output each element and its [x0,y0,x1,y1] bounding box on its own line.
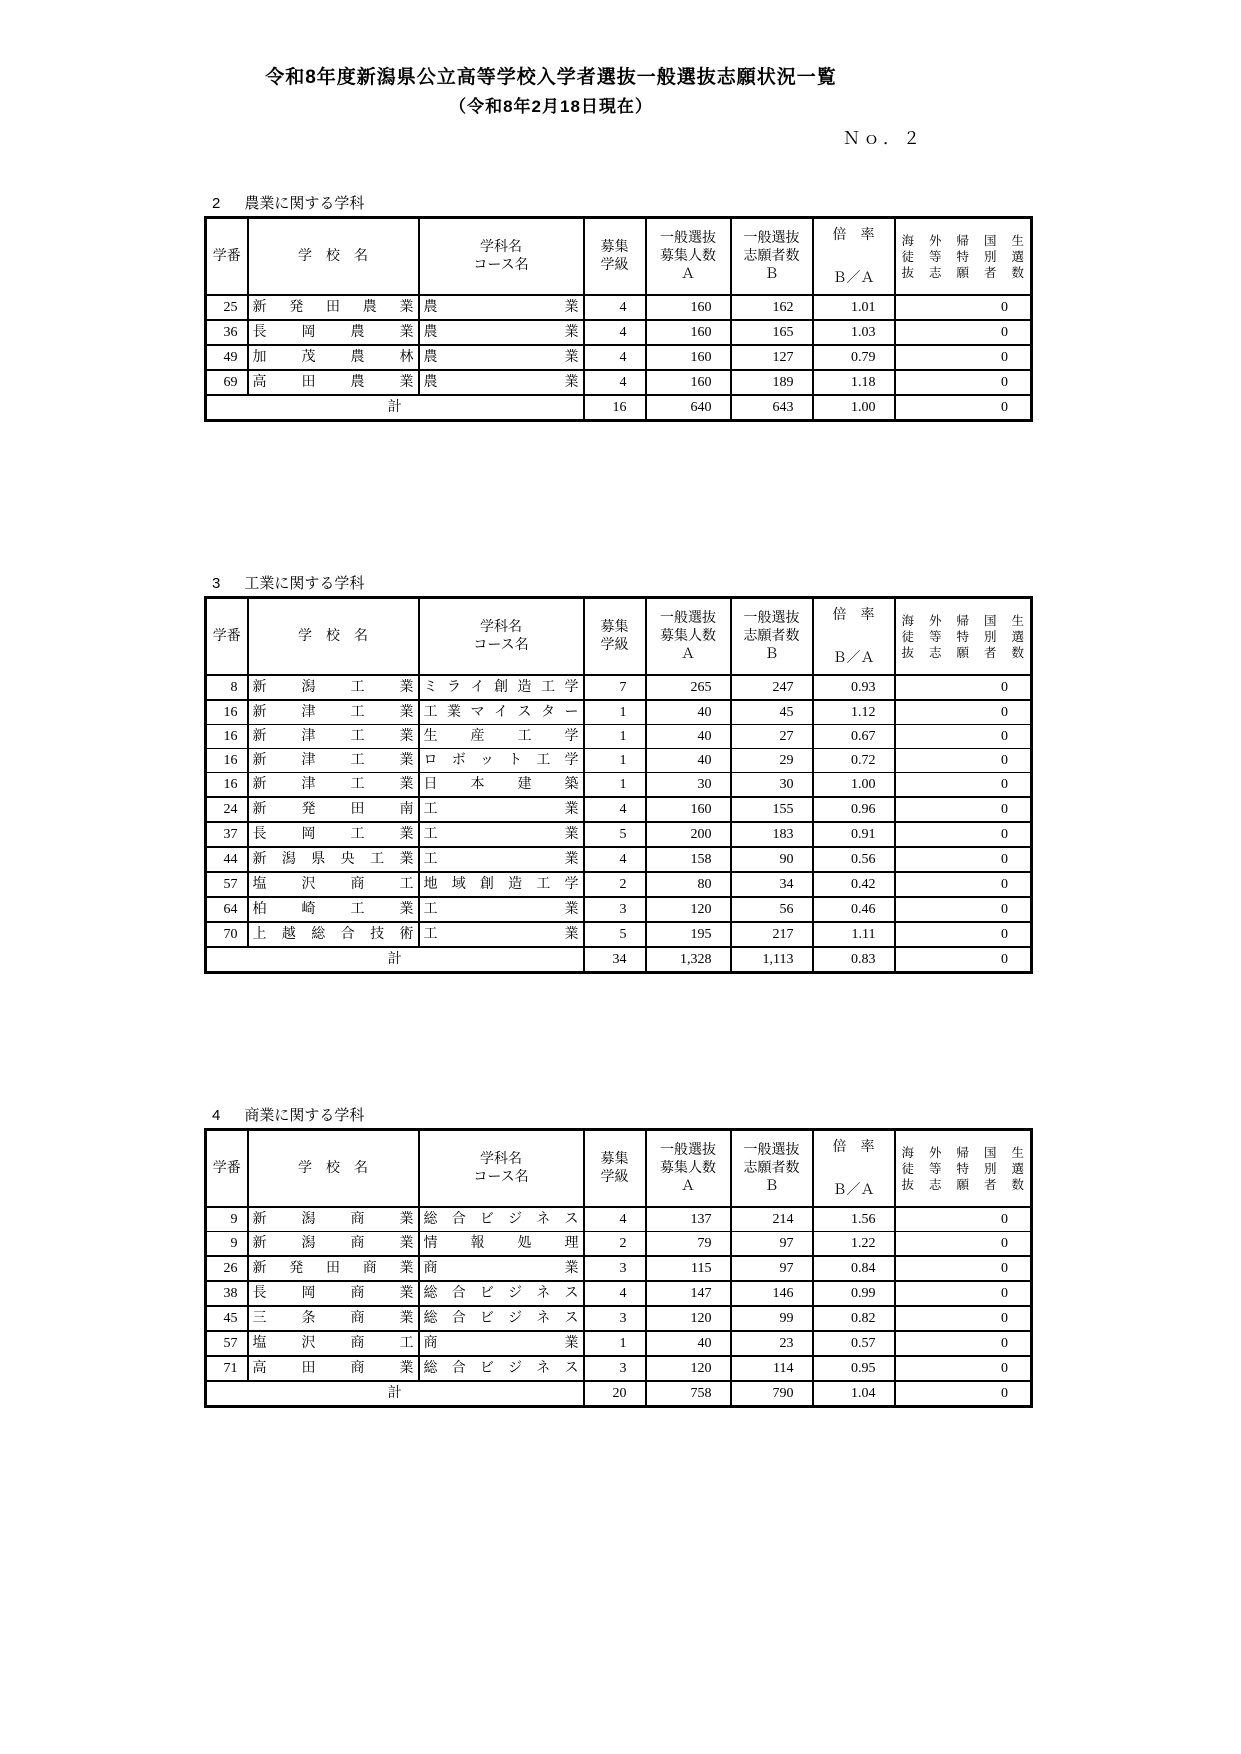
header-dept-name: 学科名 コース名 [419,1130,584,1208]
school-name-cell: 高 田 農 業 [248,370,419,395]
ratio-cell: 0.46 [813,897,895,922]
recruit-count-cell: 30 [646,773,731,798]
section-label [212,192,1033,212]
section-number: 4 [212,1107,221,1124]
overseas-cell: 0 [895,1356,1032,1381]
header-dept-name: 学科名 コース名 [419,218,584,296]
section-number: 3 [212,575,221,592]
ratio-cell: 0.42 [813,872,895,897]
classes-cell: 2 [584,1232,646,1257]
recruit-count-cell: 195 [646,922,731,947]
department-section [204,192,1033,422]
application-status-table [204,1128,1033,1408]
ratio-cell: 1.11 [813,922,895,947]
recruit-count-cell: 200 [646,822,731,847]
classes-cell: 2 [584,872,646,897]
table-header-row [206,598,1032,676]
overseas-cell: 0 [895,797,1032,822]
table-row [206,1356,1032,1381]
total-label-cell: 計 [206,1381,584,1407]
dept-name-cell: 工 業 [419,847,584,872]
overseas-cell: 0 [895,1306,1032,1331]
student-no-cell: 71 [206,1356,248,1381]
section-title: 農業に関する学科 [244,195,365,212]
school-name-cell: 新 潟 商 業 [248,1232,419,1257]
dept-name-cell: ミ ラ イ 創 造 工 学 [419,675,584,700]
recruit-count-cell: 160 [646,345,731,370]
ratio-cell: 0.91 [813,822,895,847]
applicant-count-cell: 27 [731,725,813,749]
table-row [206,725,1032,749]
header-classes: 募集 学級 [584,218,646,296]
dept-name-cell: 商 業 [419,1256,584,1281]
student-no-cell: 9 [206,1207,248,1232]
ratio-cell: 0.95 [813,1356,895,1381]
department-section [204,572,1033,974]
applicant-count-cell: 34 [731,872,813,897]
header-applicant-count: 一般選抜 志願者数 Ｂ [731,218,813,296]
dept-name-cell: 日 本 建 築 [419,773,584,798]
applicant-count-cell: 162 [731,295,813,320]
ratio-cell: 0.99 [813,1281,895,1306]
table-row [206,1232,1032,1257]
header-recruit-count: 一般選抜 募集人数 Ａ [646,598,731,676]
dept-name-cell: ロ ボ ッ ト 工 学 [419,749,584,773]
classes-cell: 3 [584,1256,646,1281]
classes-cell: 5 [584,822,646,847]
overseas-cell: 0 [895,749,1032,773]
school-name-cell: 三 条 商 業 [248,1306,419,1331]
student-no-cell: 9 [206,1232,248,1257]
school-name-cell: 新 潟 商 業 [248,1207,419,1232]
document-title: 令和8年度新潟県公立高等学校入学者選抜一般選抜志願状況一覧 [265,67,837,88]
overseas-cell: 0 [895,872,1032,897]
dept-name-cell: 総 合 ビ ジ ネ ス [419,1207,584,1232]
header-overseas-applicants: 海 外 帰 国 生 徒 等 特 別 選 抜 志 願 者 数 [895,218,1032,296]
applicant-count-cell: 247 [731,675,813,700]
overseas-cell: 0 [895,370,1032,395]
recruit-count-cell: 115 [646,1256,731,1281]
student-no-cell: 49 [206,345,248,370]
dept-name-cell: 総 合 ビ ジ ネ ス [419,1356,584,1381]
classes-cell: 4 [584,797,646,822]
school-name-cell: 新 津 工 業 [248,725,419,749]
total-overseas-cell: 0 [895,395,1032,421]
total-classes-cell: 16 [584,395,646,421]
classes-cell: 5 [584,922,646,947]
student-no-cell: 36 [206,320,248,345]
overseas-cell: 0 [895,822,1032,847]
recruit-count-cell: 265 [646,675,731,700]
applicant-count-cell: 214 [731,1207,813,1232]
dept-name-cell: 農 業 [419,320,584,345]
student-no-cell: 37 [206,822,248,847]
recruit-count-cell: 147 [646,1281,731,1306]
school-name-cell: 加 茂 農 林 [248,345,419,370]
total-overseas-cell: 0 [895,947,1032,973]
applicant-count-cell: 183 [731,822,813,847]
total-row [206,395,1032,421]
dept-name-cell: 総 合 ビ ジ ネ ス [419,1281,584,1306]
table-row [206,1331,1032,1356]
overseas-cell: 0 [895,1281,1032,1306]
overseas-cell: 0 [895,725,1032,749]
table-row [206,675,1032,700]
section-number: 2 [212,195,221,212]
overseas-cell: 0 [895,295,1032,320]
table-row [206,749,1032,773]
classes-cell: 3 [584,1356,646,1381]
ratio-cell: 0.72 [813,749,895,773]
header-recruit-count: 一般選抜 募集人数 Ａ [646,218,731,296]
header-applicant-count: 一般選抜 志願者数 Ｂ [731,598,813,676]
total-ratio-cell: 0.83 [813,947,895,973]
header-school-name: 学 校 名 [248,598,419,676]
school-name-cell: 長 岡 農 業 [248,320,419,345]
total-ratio-cell: 1.04 [813,1381,895,1407]
dept-name-cell: 商 業 [419,1331,584,1356]
school-name-cell: 新 津 工 業 [248,773,419,798]
table-row [206,897,1032,922]
applicant-count-cell: 155 [731,797,813,822]
dept-name-cell: 地 域 創 造 工 学 [419,872,584,897]
school-name-cell: 長 岡 工 業 [248,822,419,847]
table-header-row [206,1130,1032,1208]
table-row [206,1256,1032,1281]
applicant-count-cell: 90 [731,847,813,872]
classes-cell: 7 [584,675,646,700]
recruit-count-cell: 120 [646,897,731,922]
student-no-cell: 16 [206,749,248,773]
student-no-cell: 16 [206,773,248,798]
page-number: Ｎｏ．２ [843,129,923,148]
applicant-count-cell: 30 [731,773,813,798]
applicant-count-cell: 165 [731,320,813,345]
dept-name-cell: 農 業 [419,345,584,370]
ratio-cell: 0.93 [813,675,895,700]
dept-name-cell: 生 産 工 学 [419,725,584,749]
student-no-cell: 26 [206,1256,248,1281]
overseas-cell: 0 [895,1331,1032,1356]
student-no-cell: 44 [206,847,248,872]
header-classes: 募集 学級 [584,598,646,676]
classes-cell: 4 [584,320,646,345]
classes-cell: 1 [584,700,646,725]
total-ratio-cell: 1.00 [813,395,895,421]
ratio-cell: 0.84 [813,1256,895,1281]
dept-name-cell: 工 業 マ イ ス タ ー [419,700,584,725]
application-status-table [204,596,1033,974]
applicant-count-cell: 56 [731,897,813,922]
ratio-cell: 0.82 [813,1306,895,1331]
ratio-cell: 1.56 [813,1207,895,1232]
header-ratio: 倍 率 Ｂ／Ａ [813,598,895,676]
ratio-cell: 0.57 [813,1331,895,1356]
school-name-cell: 新 潟 県 央 工 業 [248,847,419,872]
student-no-cell: 16 [206,725,248,749]
recruit-count-cell: 40 [646,749,731,773]
overseas-cell: 0 [895,847,1032,872]
dept-name-cell: 農 業 [419,295,584,320]
ratio-cell: 1.22 [813,1232,895,1257]
recruit-count-cell: 158 [646,847,731,872]
header-student-no: 学番 [206,598,248,676]
recruit-count-cell: 120 [646,1306,731,1331]
school-name-cell: 新 津 工 業 [248,749,419,773]
total-label-cell: 計 [206,947,584,973]
dept-name-cell: 工 業 [419,922,584,947]
student-no-cell: 8 [206,675,248,700]
section-title: 商業に関する学科 [244,1107,365,1124]
table-row [206,320,1032,345]
document-subtitle: （令和8年2月18日現在） [449,97,653,116]
overseas-cell: 0 [895,1256,1032,1281]
header-student-no: 学番 [206,218,248,296]
table-body [206,1207,1032,1407]
header-overseas-applicants: 海 外 帰 国 生 徒 等 特 別 選 抜 志 願 者 数 [895,1130,1032,1208]
applicant-count-cell: 217 [731,922,813,947]
student-no-cell: 64 [206,897,248,922]
ratio-cell: 0.67 [813,725,895,749]
header-classes: 募集 学級 [584,1130,646,1208]
title-block [0,62,1102,117]
recruit-count-cell: 160 [646,295,731,320]
classes-cell: 1 [584,749,646,773]
overseas-cell: 0 [895,897,1032,922]
overseas-cell: 0 [895,345,1032,370]
header-school-name: 学 校 名 [248,218,419,296]
dept-name-cell: 工 業 [419,897,584,922]
applicant-count-cell: 29 [731,749,813,773]
total-row [206,947,1032,973]
student-no-cell: 16 [206,700,248,725]
applicant-count-cell: 114 [731,1356,813,1381]
student-no-cell: 25 [206,295,248,320]
school-name-cell: 塩 沢 商 工 [248,872,419,897]
header-overseas-applicants: 海 外 帰 国 生 徒 等 特 別 選 抜 志 願 者 数 [895,598,1032,676]
total-classes-cell: 34 [584,947,646,973]
header-recruit-count: 一般選抜 募集人数 Ａ [646,1130,731,1208]
header-school-name: 学 校 名 [248,1130,419,1208]
school-name-cell: 上 越 総 合 技 術 [248,922,419,947]
header-ratio: 倍 率 Ｂ／Ａ [813,218,895,296]
ratio-cell: 1.03 [813,320,895,345]
recruit-count-cell: 40 [646,1331,731,1356]
classes-cell: 4 [584,847,646,872]
table-row [206,345,1032,370]
classes-cell: 1 [584,725,646,749]
total-applicants-cell: 1,113 [731,947,813,973]
table-row [206,1306,1032,1331]
ratio-cell: 1.18 [813,370,895,395]
section-title: 工業に関する学科 [244,575,365,592]
table-row [206,295,1032,320]
student-no-cell: 38 [206,1281,248,1306]
applicant-count-cell: 127 [731,345,813,370]
total-overseas-cell: 0 [895,1381,1032,1407]
ratio-cell: 1.12 [813,700,895,725]
classes-cell: 4 [584,295,646,320]
table-body [206,675,1032,973]
student-no-cell: 57 [206,1331,248,1356]
ratio-cell: 1.01 [813,295,895,320]
table-row [206,872,1032,897]
school-name-cell: 塩 沢 商 工 [248,1331,419,1356]
student-no-cell: 57 [206,872,248,897]
dept-name-cell: 情 報 処 理 [419,1232,584,1257]
classes-cell: 4 [584,1281,646,1306]
applicant-count-cell: 97 [731,1232,813,1257]
header-dept-name: 学科名 コース名 [419,598,584,676]
recruit-count-cell: 160 [646,797,731,822]
school-name-cell: 高 田 商 業 [248,1356,419,1381]
table-row [206,370,1032,395]
school-name-cell: 長 岡 商 業 [248,1281,419,1306]
overseas-cell: 0 [895,1207,1032,1232]
total-recruit-cell: 640 [646,395,731,421]
applicant-count-cell: 97 [731,1256,813,1281]
school-name-cell: 新 津 工 業 [248,700,419,725]
classes-cell: 3 [584,1306,646,1331]
table-body [206,295,1032,421]
total-applicants-cell: 790 [731,1381,813,1407]
recruit-count-cell: 80 [646,872,731,897]
overseas-cell: 0 [895,1232,1032,1257]
recruit-count-cell: 40 [646,700,731,725]
table-row [206,922,1032,947]
total-label-cell: 計 [206,395,584,421]
school-name-cell: 新 発 田 商 業 [248,1256,419,1281]
table-row [206,773,1032,798]
table-header-row [206,218,1032,296]
total-applicants-cell: 643 [731,395,813,421]
table-row [206,797,1032,822]
overseas-cell: 0 [895,922,1032,947]
classes-cell: 4 [584,370,646,395]
ratio-cell: 0.96 [813,797,895,822]
ratio-cell: 0.56 [813,847,895,872]
recruit-count-cell: 79 [646,1232,731,1257]
school-name-cell: 柏 崎 工 業 [248,897,419,922]
section-label [212,1104,1033,1124]
table-row [206,847,1032,872]
recruit-count-cell: 160 [646,320,731,345]
classes-cell: 1 [584,1331,646,1356]
header-applicant-count: 一般選抜 志願者数 Ｂ [731,1130,813,1208]
student-no-cell: 45 [206,1306,248,1331]
school-name-cell: 新 潟 工 業 [248,675,419,700]
total-recruit-cell: 758 [646,1381,731,1407]
recruit-count-cell: 137 [646,1207,731,1232]
school-name-cell: 新 発 田 南 [248,797,419,822]
dept-name-cell: 農 業 [419,370,584,395]
classes-cell: 1 [584,773,646,798]
department-section [204,1104,1033,1408]
application-status-table [204,216,1033,422]
table-row [206,1281,1032,1306]
header-ratio: 倍 率 Ｂ／Ａ [813,1130,895,1208]
applicant-count-cell: 45 [731,700,813,725]
applicant-count-cell: 99 [731,1306,813,1331]
applicant-count-cell: 189 [731,370,813,395]
student-no-cell: 24 [206,797,248,822]
classes-cell: 4 [584,1207,646,1232]
total-row [206,1381,1032,1407]
total-classes-cell: 20 [584,1381,646,1407]
student-no-cell: 69 [206,370,248,395]
student-no-cell: 70 [206,922,248,947]
recruit-count-cell: 40 [646,725,731,749]
table-row [206,822,1032,847]
section-label [212,572,1033,592]
overseas-cell: 0 [895,773,1032,798]
overseas-cell: 0 [895,675,1032,700]
school-name-cell: 新 発 田 農 業 [248,295,419,320]
classes-cell: 3 [584,897,646,922]
applicant-count-cell: 23 [731,1331,813,1356]
ratio-cell: 0.79 [813,345,895,370]
classes-cell: 4 [584,345,646,370]
recruit-count-cell: 120 [646,1356,731,1381]
dept-name-cell: 工 業 [419,797,584,822]
recruit-count-cell: 160 [646,370,731,395]
ratio-cell: 1.00 [813,773,895,798]
applicant-count-cell: 146 [731,1281,813,1306]
dept-name-cell: 工 業 [419,822,584,847]
dept-name-cell: 総 合 ビ ジ ネ ス [419,1306,584,1331]
overseas-cell: 0 [895,700,1032,725]
overseas-cell: 0 [895,320,1032,345]
table-row [206,700,1032,725]
table-row [206,1207,1032,1232]
header-student-no: 学番 [206,1130,248,1208]
total-recruit-cell: 1,328 [646,947,731,973]
